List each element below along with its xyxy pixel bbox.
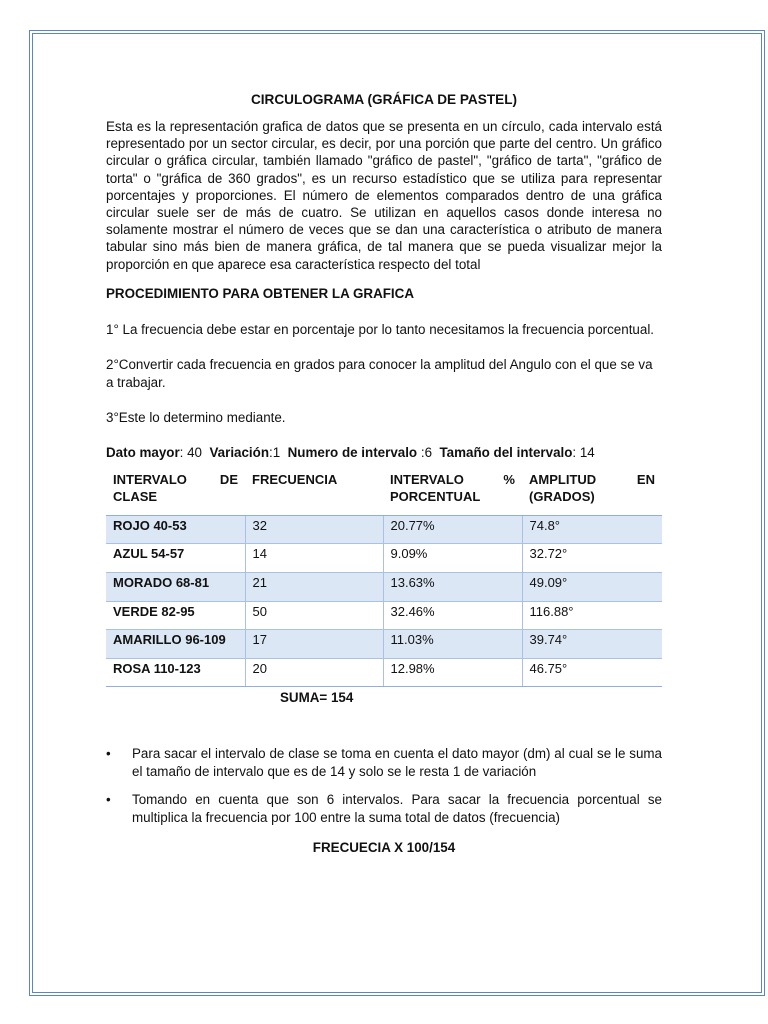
- cell-amplitud: 74.8°: [522, 515, 662, 544]
- cell-intervalo: AZUL 54-57: [106, 544, 245, 573]
- cell-amplitud: 39.74°: [522, 630, 662, 659]
- table-header-row: [106, 468, 662, 516]
- intro-paragraph: Esta es la representación grafica de datos que se presenta en un círculo, cada intervalo está representado por un sector circular, es decir, por una porción que parte del centro. Un gráfico circular o gráfica circular, también llamado "gráfico de pastel", "gráfico de tarta", "gráfico de torta" o "gráfica de 360 grados", es un recurso estadístico que se utiliza para representar porcentajes y proporciones. El número de elementos comparados dentro de una gráfica circular suele ser de más de cuatro. Se utilizan en aquellos casos donde interesa no solamente mostrar el número de veces que se dan una característica o atributo de manera tabular sino más bien de manera gráfica, de tal manera que se pueda visualizar mejor la proporción en que aparece esa característica respecto del total: [106, 119, 662, 272]
- num-intervalo-label: Numero de intervalo: [287, 444, 418, 460]
- header-frecuencia: FRECUENCIA: [245, 468, 383, 516]
- dato-mayor-value: : 40: [179, 444, 203, 460]
- cell-porcentaje: 32.46%: [383, 601, 522, 630]
- variacion-value: :1: [269, 444, 281, 460]
- cell-intervalo: AMARILLO 96-109: [106, 630, 245, 659]
- cell-porcentaje: 12.98%: [383, 658, 522, 687]
- cell-frecuencia: 20: [245, 658, 383, 687]
- section-title: PROCEDIMIENTO PARA OBTENER LA GRAFICA: [106, 285, 414, 301]
- step-2: 2°Convertir cada frecuencia en grados para conocer la amplitud del Angulo con el que se va a trabajar.: [106, 356, 653, 390]
- header-intervalo-clase: INTERVALO DE CLASE: [106, 468, 245, 516]
- suma-total: SUMA= 154: [280, 690, 354, 706]
- tamano-intervalo-label: Tamaño del intervalo: [439, 444, 573, 460]
- cell-frecuencia: 50: [245, 601, 383, 630]
- notes-list: [106, 745, 662, 826]
- cell-amplitud: 32.72°: [522, 544, 662, 573]
- table-row: [106, 544, 662, 573]
- bullet-icon: •: [106, 792, 111, 808]
- cell-intervalo: VERDE 82-95: [106, 601, 245, 630]
- dato-mayor-label: Dato mayor: [106, 444, 180, 460]
- bullet-icon: •: [106, 746, 111, 762]
- frequency-table: [106, 468, 662, 688]
- num-intervalo-value: :6: [417, 444, 433, 460]
- cell-amplitud: 116.88°: [522, 601, 662, 630]
- table-row: [106, 630, 662, 659]
- cell-porcentaje: 20.77%: [383, 515, 522, 544]
- list-item: [106, 745, 662, 780]
- cell-intervalo: MORADO 68-81: [106, 573, 245, 602]
- note-text: Tomando en cuenta que son 6 intervalos. Para sacar la frecuencia porcentual se multiplica la frecuencia por 100 entre la suma total de datos (frecuencia): [132, 792, 662, 825]
- cell-porcentaje: 11.03%: [383, 630, 522, 659]
- table-row: [106, 515, 662, 544]
- list-item: [106, 791, 662, 826]
- parameters-line: [106, 445, 662, 460]
- document-body: [106, 92, 662, 855]
- header-intervalo-porcentual: INTERVALO % PORCENTUAL: [383, 468, 522, 516]
- cell-intervalo: ROJO 40-53: [106, 515, 245, 544]
- cell-porcentaje: 13.63%: [383, 573, 522, 602]
- note-text: Para sacar el intervalo de clase se toma en cuenta el dato mayor (dm) al cual se le suma el tamaño de intervalo que es de 14 y solo se le resta 1 de variación: [132, 746, 662, 779]
- cell-porcentaje: 9.09%: [383, 544, 522, 573]
- document-title: CIRCULOGRAMA (GRÁFICA DE PASTEL): [250, 92, 518, 107]
- cell-amplitud: 49.09°: [522, 573, 662, 602]
- cell-frecuencia: 21: [245, 573, 383, 602]
- table-row: [106, 658, 662, 687]
- step-3: 3°Este lo determino mediante.: [106, 409, 286, 425]
- cell-frecuencia: 32: [245, 515, 383, 544]
- variacion-label: Variación: [209, 444, 270, 460]
- cell-intervalo: ROSA 110-123: [106, 658, 245, 687]
- cell-frecuencia: 14: [245, 544, 383, 573]
- header-amplitud: AMPLITUD EN (GRADOS): [522, 468, 662, 516]
- cell-amplitud: 46.75°: [522, 658, 662, 687]
- table-row: [106, 601, 662, 630]
- table-row: [106, 573, 662, 602]
- formula: FRECUECIA X 100/154: [312, 840, 456, 856]
- step-1: 1° La frecuencia debe estar en porcentaje por lo tanto necesitamos la frecuencia porcentual.: [106, 321, 655, 337]
- tamano-intervalo-value: : 14: [572, 444, 595, 460]
- cell-frecuencia: 17: [245, 630, 383, 659]
